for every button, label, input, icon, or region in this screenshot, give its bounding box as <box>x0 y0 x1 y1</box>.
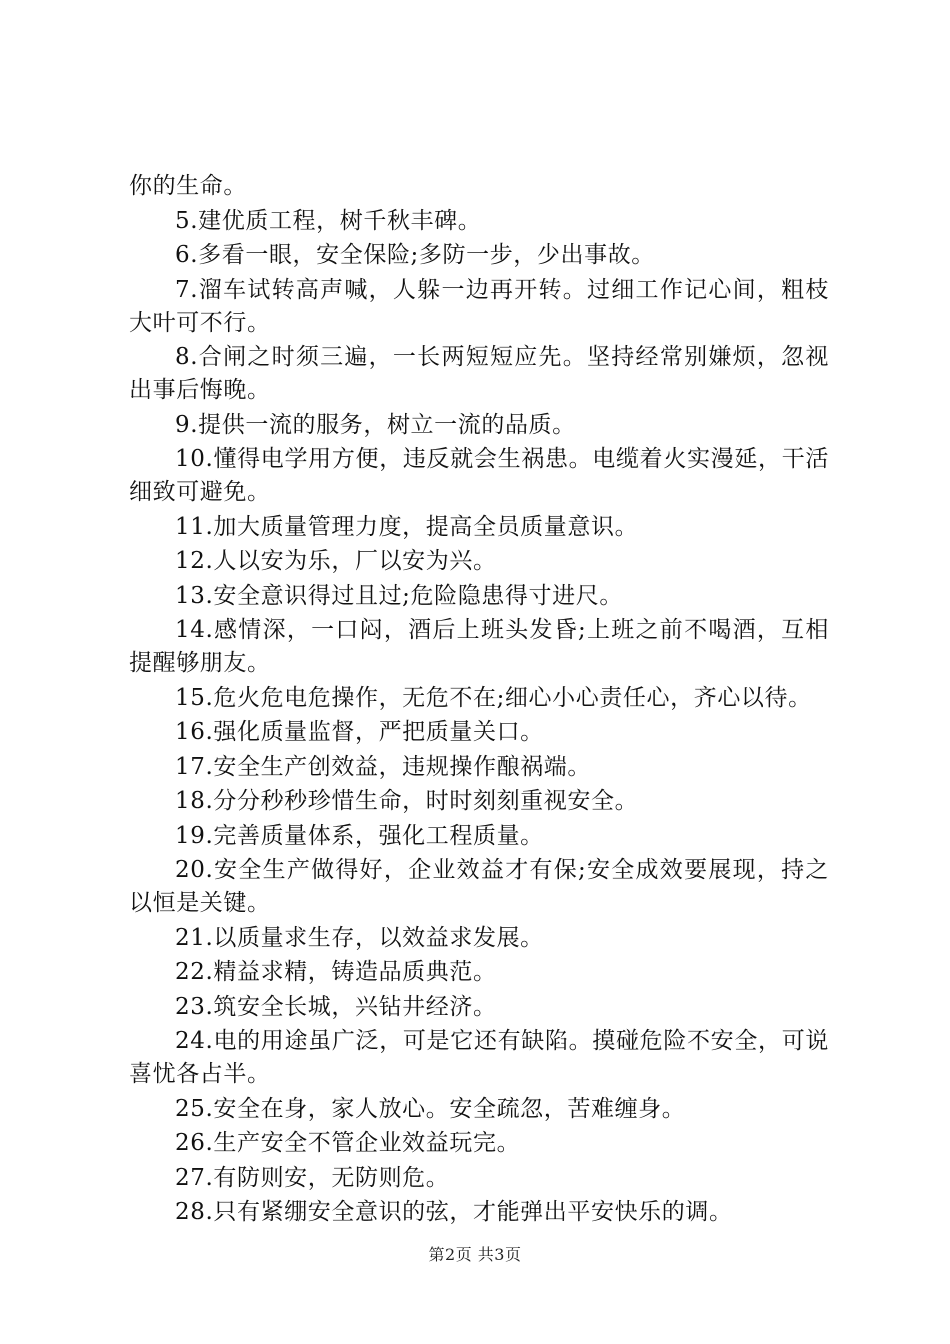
slogan-item: 22.精益求精，铸造品质典范。 <box>175 959 497 985</box>
slogan-item: 20.安全生产做得好，企业效益才有保;安全成效要展现，持之以恒是关键。 <box>129 857 829 916</box>
slogan-item: 7.溜车试转高声喊，人躲一边再开转。过细工作记心间，粗枝大叶可不行。 <box>129 276 829 336</box>
paragraph-continuation: 你的生命。 <box>129 173 247 199</box>
slogan-item: 5.建优质工程，树千秋丰碑。 <box>175 207 482 234</box>
slogan-item: 16.强化质量监督，严把质量关口。 <box>175 719 544 745</box>
slogan-item: 14.感情深，一口闷，酒后上班头发昏;上班之前不喝酒，互相提醒够朋友。 <box>129 617 829 676</box>
slogan-item: 28.只有紧绷安全意识的弦，才能弹出平安快乐的调。 <box>175 1199 733 1225</box>
document-body <box>129 170 829 1231</box>
page-footer: 第2页 共3页 <box>428 1245 522 1264</box>
slogan-item: 23.筑安全长城，兴钻井经济。 <box>175 993 497 1020</box>
slogan-item: 10.懂得电学用方便，违反就会生祸患。电缆着火实漫延，干活细致可避免。 <box>129 446 829 505</box>
slogan-item: 19.完善质量体系，强化工程质量。 <box>175 822 544 849</box>
slogan-item: 26.生产安全不管企业效益玩完。 <box>175 1130 521 1156</box>
slogan-item: 21.以质量求生存，以效益求发展。 <box>175 924 544 951</box>
slogan-item: 15.危火危电危操作，无危不在;细心小心责任心，齐心以待。 <box>175 684 812 711</box>
slogan-item: 12.人以安为乐，厂以安为兴。 <box>175 548 497 574</box>
slogan-item: 8.合闸之时须三遍，一长两短短应先。坚持经常别嫌烦，忽视出事后悔晚。 <box>129 344 829 403</box>
slogan-item: 9.提供一流的服务，树立一流的品质。 <box>175 411 576 438</box>
slogan-item: 24.电的用途虽广泛，可是它还有缺陷。摸碰危险不安全，可说喜忧各占半。 <box>129 1028 829 1087</box>
slogan-item: 6.多看一眼，安全保险;多防一步，少出事故。 <box>175 242 655 268</box>
slogan-item: 11.加大质量管理力度，提高全员质量意识。 <box>175 513 639 540</box>
slogan-item: 17.安全生产创效益，违规操作酿祸端。 <box>175 753 591 780</box>
slogan-item: 18.分分秒秒珍惜生命，时时刻刻重视安全。 <box>175 788 639 814</box>
slogan-item: 25.安全在身，家人放心。安全疏忽，苦难缠身。 <box>175 1095 686 1122</box>
slogan-item: 27.有防则安，无防则危。 <box>175 1164 450 1191</box>
slogan-item: 13.安全意识得过且过;危险隐患得寸进尺。 <box>175 582 623 609</box>
